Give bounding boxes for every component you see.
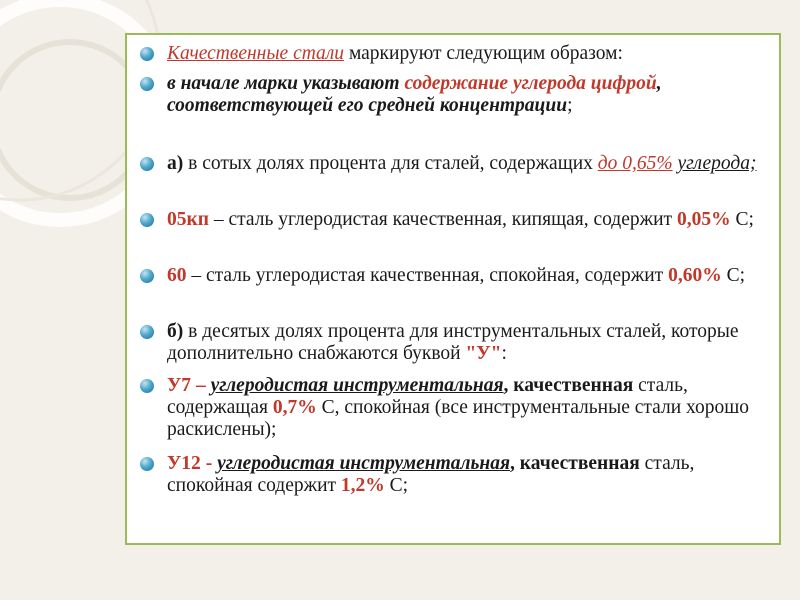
- term-quality-steels: Качественные стали: [167, 43, 345, 64]
- limit-065: до 0,65%: [597, 153, 673, 174]
- bullet-item: а) в сотых долях процента для сталей, содержащих до 0,65% углерода;: [167, 153, 767, 175]
- bullet-item: Качественные стали маркируют следующим образом:: [167, 43, 767, 65]
- bullet-icon: [140, 77, 154, 91]
- grade-05kp: 05кп: [167, 209, 209, 230]
- bullet-item: 60 – сталь углеродистая качественная, спокойная, содержит 0,60% С;: [167, 265, 767, 287]
- bullet-item: в начале марки указывают содержание углерода цифрой, соответствующей его средней концентрации;: [167, 73, 767, 117]
- grade-60: 60: [167, 265, 187, 286]
- bullet-item: У12 - углеродистая инструментальная, качественная сталь, спокойная содержит 1,2% С;: [167, 453, 767, 497]
- grade-u12: У12: [167, 453, 201, 474]
- letter-u: "У": [465, 343, 502, 364]
- bullet-icon: [140, 157, 154, 171]
- bullet-icon: [140, 47, 154, 61]
- grade-u7: У7: [167, 375, 192, 396]
- bullet-icon: [140, 457, 154, 471]
- bullet-item: 05кп – сталь углеродистая качественная, кипящая, содержит 0,05% С;: [167, 209, 767, 231]
- carbon-content-phrase: содержание углерода цифрой: [404, 73, 657, 94]
- bullet-item: б) в десятых долях процента для инструментальных сталей, которые дополнительно снабжаются буквой "У":: [167, 321, 767, 365]
- bullet-item: У7 – углеродистая инструментальная, качественная сталь, содержащая 0,7% С, спокойная (все инструментальные стали хорошо раскислены);: [167, 375, 767, 441]
- bullet-icon: [140, 213, 154, 227]
- bullet-icon: [140, 379, 154, 393]
- slide-content-box: [125, 33, 781, 545]
- bullet-icon: [140, 269, 154, 283]
- bullet-icon: [140, 325, 154, 339]
